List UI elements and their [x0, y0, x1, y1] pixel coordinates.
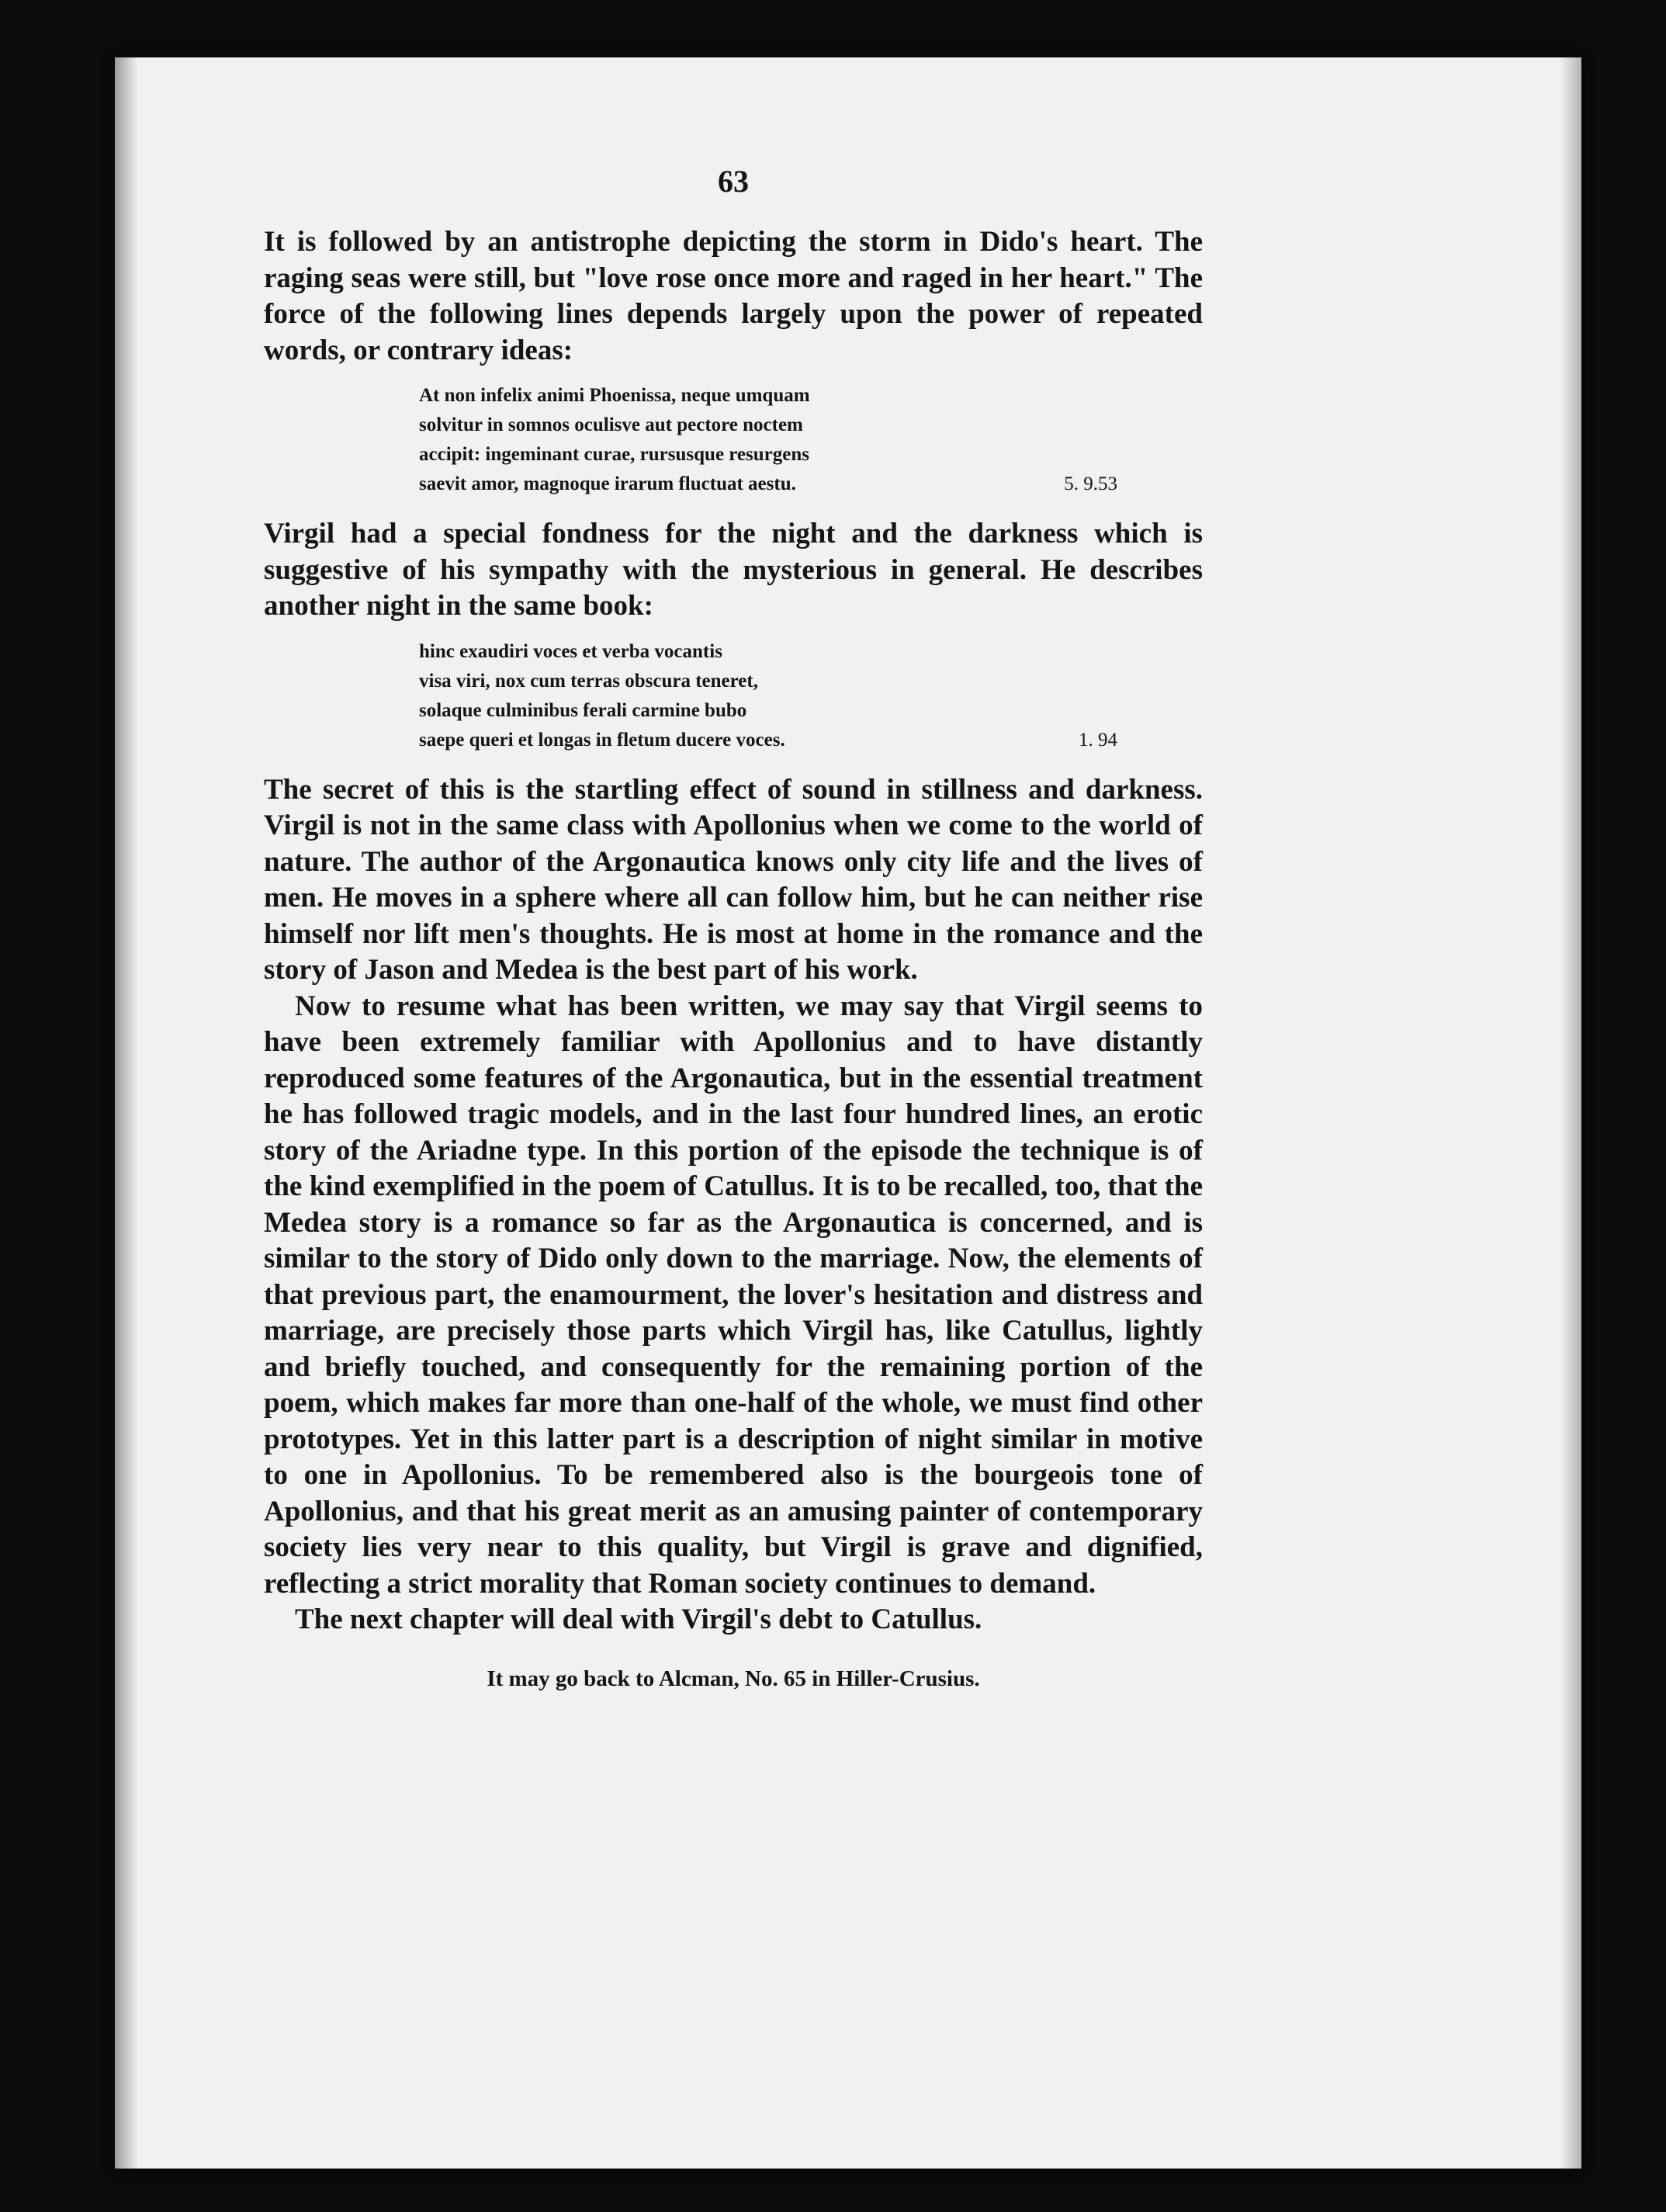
- page-content: [264, 163, 1203, 1692]
- footnote: It may go back to Alcman, No. 65 in Hiller-Crusius.: [487, 1666, 980, 1691]
- page-gutter-shadow: [115, 57, 138, 2169]
- page-edge: [1560, 57, 1581, 2169]
- quote-line: solvitur in somnos oculisve aut pectore noctem: [419, 414, 803, 435]
- page-number: 63: [718, 164, 749, 199]
- paragraph-night: Virgil had a special fondness for the night and the darkness which is suggestive of his sympathy with the mysterious in general. He describes another night in the same book:: [264, 518, 1203, 622]
- paragraph-intro: It is followed by an antistrophe depicting the storm in Dido's heart. The raging seas were still, but "love rose once more and raged in her heart." The force of the following lines depends largely upon the power of repeated words, or contrary ideas:: [264, 226, 1203, 366]
- paragraph-next-chapter: The next chapter will deal with Virgil's debt to Catullus.: [295, 1604, 982, 1635]
- quote-line: saevit amor, magnoque irarum fluctuat aestu.: [419, 473, 796, 494]
- paragraph-summary: Now to resume what has been written, we may say that Virgil seems to have been extremely familiar with Apollonius and to have distantly reproduced some features of the Argonautica, but in the essential treatment he has followed tragic models, and in the last four hundred lines, an erotic story of the Ariadne type. In this portion of the episode the technique is of the kind exemplified in the poem of Catullus. It is to be recalled, too, that the Medea story is a romance so far as the Argonautica is concerned, and is similar to the story of Dido only down to the marriage. Now, the elements of that previous part, the enamourment, the lover's hesitation and distress and marriage, are precisely those parts which Virgil has, like Catullus, lightly and briefly touched, and consequently for the remaining portion of the poem, which makes far more than one-half of the whole, we must find other prototypes. Yet in this latter part is a description of night similar in motive to one in Apollonius. To be remembered also is the bourgeois tone of Apollonius, and that his great merit as an amusing painter of contemporary society lies very near to this quality, but Virgil is grave and dignified, reflecting a strict morality that Roman society continues to demand.: [264, 990, 1203, 1600]
- quote-reference: 5. 9.53: [1064, 473, 1117, 494]
- latin-quote-1: [264, 381, 1203, 499]
- latin-quote-2: [264, 637, 1203, 755]
- quote-line: At non infelix animi Phoenissa, neque umquam: [419, 385, 810, 406]
- paragraph-secret: The secret of this is the startling effect of sound in stillness and darkness. Virgil is not in the same class with Apollonius when we come to the world of nature. The author of the Argonautica knows only city life and the lives of men. He moves in a sphere where all can follow him, but he can neither rise himself nor lift men's thoughts. He is most at home in the romance and the story of Jason and Medea is the best part of his work.: [264, 773, 1203, 986]
- quote-line-with-reference: [419, 470, 1117, 499]
- quote-line: accipit: ingeminant curae, rursusque resurgens: [419, 444, 809, 465]
- quote-line: solaque culminibus ferali carmine bubo: [419, 699, 747, 721]
- quote-line: visa viri, nox cum terras obscura teneret,: [419, 670, 758, 692]
- quote-line-with-reference: [419, 726, 1117, 755]
- quote-line: hinc exaudiri voces et verba vocantis: [419, 640, 722, 662]
- quote-line: saepe queri et longas in fletum ducere voces.: [419, 729, 785, 751]
- quote-reference: 1. 94: [1079, 729, 1117, 751]
